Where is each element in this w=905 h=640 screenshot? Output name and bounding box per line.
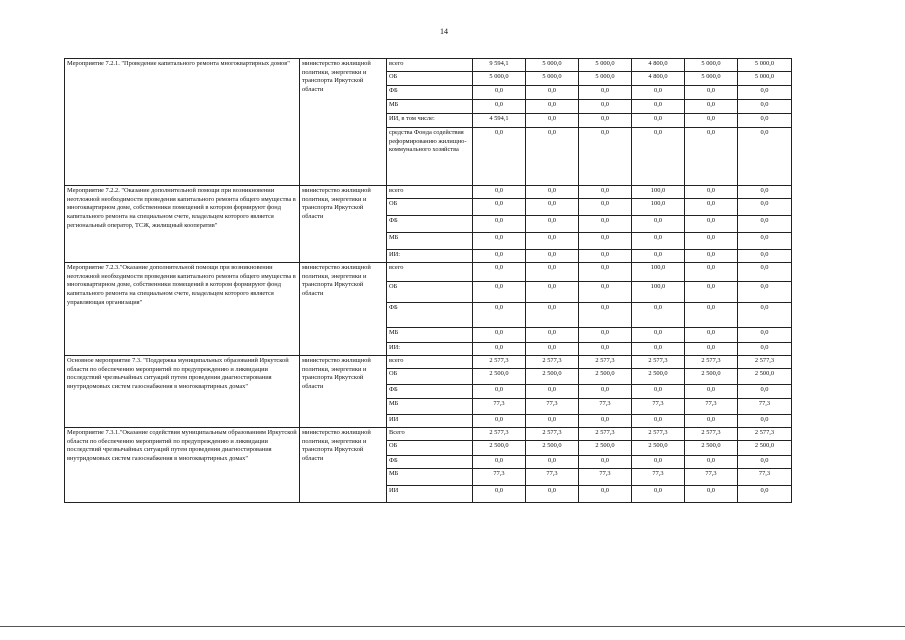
table-row [65, 428, 792, 441]
funding-source: ФБ [387, 303, 473, 328]
amount-cell: 0,0 [685, 456, 738, 469]
amount-cell: 77,3 [738, 399, 792, 415]
amount-cell: 0,0 [473, 385, 526, 399]
funding-source: ОБ [387, 282, 473, 303]
amount-cell: 0,0 [685, 86, 738, 100]
funding-source: ФБ [387, 385, 473, 399]
funding-source: ФБ [387, 456, 473, 469]
amount-cell: 0,0 [685, 282, 738, 303]
amount-cell: 0,0 [685, 233, 738, 250]
amount-cell: 5 000,0 [685, 59, 738, 72]
amount-cell: 2 577,3 [526, 428, 579, 441]
funding-source: МБ [387, 469, 473, 486]
amount-cell: 0,0 [579, 486, 632, 503]
amount-cell: 0,0 [579, 343, 632, 356]
amount-cell: 0,0 [579, 233, 632, 250]
funding-source: ИИ: [387, 343, 473, 356]
amount-cell: 0,0 [526, 486, 579, 503]
amount-cell: 0,0 [526, 128, 579, 186]
executor: министерство жилищной политики, энергетики и транспорта Иркутской области [300, 59, 387, 186]
amount-cell: 0,0 [473, 328, 526, 343]
funding-source: ОБ [387, 369, 473, 385]
amount-cell: 0,0 [473, 128, 526, 186]
amount-cell: 5 000,0 [526, 72, 579, 86]
amount-cell: 0,0 [738, 128, 792, 186]
table-row [65, 356, 792, 369]
amount-cell: 2 500,0 [473, 441, 526, 456]
amount-cell: 2 577,3 [685, 356, 738, 369]
amount-cell: 77,3 [473, 469, 526, 486]
amount-cell: 0,0 [738, 343, 792, 356]
amount-cell: 0,0 [632, 114, 685, 128]
amount-cell: 0,0 [526, 415, 579, 428]
amount-cell: 0,0 [579, 199, 632, 216]
amount-cell: 0,0 [738, 250, 792, 263]
amount-cell: 0,0 [738, 415, 792, 428]
amount-cell: 0,0 [579, 114, 632, 128]
funding-source: Всего [387, 428, 473, 441]
amount-cell: 2 500,0 [526, 441, 579, 456]
amount-cell: 0,0 [685, 186, 738, 199]
amount-cell: 0,0 [473, 263, 526, 282]
page-number: 14 [440, 27, 448, 36]
amount-cell: 0,0 [685, 328, 738, 343]
amount-cell: 0,0 [473, 216, 526, 233]
funding-source: МБ [387, 399, 473, 415]
amount-cell: 5 000,0 [685, 72, 738, 86]
amount-cell: 0,0 [526, 282, 579, 303]
funding-source: всего [387, 356, 473, 369]
amount-cell: 0,0 [526, 303, 579, 328]
amount-cell: 0,0 [738, 114, 792, 128]
amount-cell: 77,3 [685, 399, 738, 415]
amount-cell: 4 800,0 [632, 72, 685, 86]
funding-source: МБ [387, 233, 473, 250]
amount-cell: 77,3 [526, 399, 579, 415]
table-row [65, 59, 792, 72]
amount-cell: 0,0 [526, 100, 579, 114]
activity-name: Основное мероприятие 7.3. "Поддержка муниципальных образований Иркутской области по обеспечению мероприятий по предупреждению и ликвидации последствий чрезвычайных ситуаций путем проведения диагностирования внутридомовых систем газоснабжения в многоквартирных домах" [65, 356, 300, 428]
amount-cell: 0,0 [738, 86, 792, 100]
amount-cell: 2 577,3 [685, 428, 738, 441]
executor: министерство жилищной политики, энергетики и транспорта Иркутской области [300, 186, 387, 263]
amount-cell: 0,0 [473, 186, 526, 199]
amount-cell: 0,0 [738, 216, 792, 233]
funding-source: ФБ [387, 86, 473, 100]
amount-cell: 0,0 [473, 303, 526, 328]
funding-source: ОБ [387, 72, 473, 86]
amount-cell: 2 500,0 [526, 369, 579, 385]
amount-cell: 0,0 [685, 343, 738, 356]
funding-source: всего [387, 186, 473, 199]
amount-cell: 0,0 [738, 199, 792, 216]
activity-name: Мероприятие 7.2.2. "Оказание дополнительной помощи при возникновении неотложной необходимости проведения капитального ремонта общего имущества в многоквартирном доме, собственники помещений в котором формируют фонд капитального ремонта на специальном счете, владельцем которого является региональный оператор, ТСЖ, жилищный кооператив" [65, 186, 300, 263]
amount-cell: 0,0 [632, 385, 685, 399]
amount-cell: 77,3 [473, 399, 526, 415]
amount-cell: 0,0 [738, 328, 792, 343]
funding-table [64, 58, 792, 503]
amount-cell: 100,0 [632, 186, 685, 199]
amount-cell: 0,0 [632, 456, 685, 469]
amount-cell: 77,3 [685, 469, 738, 486]
amount-cell: 0,0 [738, 456, 792, 469]
amount-cell: 2 577,3 [579, 428, 632, 441]
amount-cell: 100,0 [632, 282, 685, 303]
amount-cell: 0,0 [473, 343, 526, 356]
amount-cell: 0,0 [473, 282, 526, 303]
amount-cell: 0,0 [579, 415, 632, 428]
amount-cell: 0,0 [473, 100, 526, 114]
amount-cell: 0,0 [738, 263, 792, 282]
amount-cell: 0,0 [685, 263, 738, 282]
amount-cell: 0,0 [579, 456, 632, 469]
amount-cell: 77,3 [632, 399, 685, 415]
amount-cell: 2 500,0 [632, 369, 685, 385]
amount-cell: 0,0 [473, 233, 526, 250]
table-row [65, 263, 792, 282]
amount-cell: 0,0 [632, 328, 685, 343]
amount-cell: 4 800,0 [632, 59, 685, 72]
amount-cell: 4 594,1 [473, 114, 526, 128]
amount-cell: 77,3 [738, 469, 792, 486]
amount-cell: 0,0 [473, 456, 526, 469]
amount-cell: 77,3 [579, 399, 632, 415]
amount-cell: 2 577,3 [473, 356, 526, 369]
amount-cell: 0,0 [685, 250, 738, 263]
page-bottom-border [0, 626, 905, 627]
amount-cell: 0,0 [526, 250, 579, 263]
amount-cell: 2 500,0 [632, 441, 685, 456]
amount-cell: 0,0 [526, 328, 579, 343]
amount-cell: 2 577,3 [473, 428, 526, 441]
amount-cell: 5 000,0 [579, 72, 632, 86]
amount-cell: 5 000,0 [473, 72, 526, 86]
amount-cell: 77,3 [579, 469, 632, 486]
amount-cell: 0,0 [738, 303, 792, 328]
amount-cell: 0,0 [738, 486, 792, 503]
amount-cell: 0,0 [632, 233, 685, 250]
amount-cell: 0,0 [579, 100, 632, 114]
amount-cell: 0,0 [685, 114, 738, 128]
amount-cell: 9 594,1 [473, 59, 526, 72]
funding-source: ИИ: [387, 250, 473, 263]
amount-cell: 0,0 [579, 186, 632, 199]
amount-cell: 2 500,0 [473, 369, 526, 385]
amount-cell: 0,0 [526, 86, 579, 100]
amount-cell: 2 577,3 [526, 356, 579, 369]
amount-cell: 0,0 [632, 303, 685, 328]
funding-source: ИИ [387, 415, 473, 428]
amount-cell: 0,0 [579, 216, 632, 233]
activity-name: Мероприятие 7.2.1. "Проведение капитального ремонта многоквартирных домов" [65, 59, 300, 186]
amount-cell: 0,0 [526, 343, 579, 356]
amount-cell: 0,0 [632, 486, 685, 503]
executor: министерство жилищной политики, энергетики и транспорта Иркутской области [300, 356, 387, 428]
amount-cell: 0,0 [473, 415, 526, 428]
amount-cell: 0,0 [526, 233, 579, 250]
amount-cell: 0,0 [579, 86, 632, 100]
amount-cell: 0,0 [579, 303, 632, 328]
funding-source: ОБ [387, 441, 473, 456]
amount-cell: 100,0 [632, 263, 685, 282]
amount-cell: 0,0 [526, 216, 579, 233]
amount-cell: 0,0 [526, 456, 579, 469]
amount-cell: 2 577,3 [632, 356, 685, 369]
amount-cell: 0,0 [685, 303, 738, 328]
amount-cell: 100,0 [632, 199, 685, 216]
amount-cell: 0,0 [473, 86, 526, 100]
amount-cell: 0,0 [738, 233, 792, 250]
executor: министерство жилищной политики, энергетики и транспорта Иркутской области [300, 428, 387, 503]
amount-cell: 0,0 [685, 100, 738, 114]
funding-source: МБ [387, 100, 473, 114]
amount-cell: 0,0 [738, 100, 792, 114]
amount-cell: 0,0 [632, 415, 685, 428]
amount-cell: 0,0 [738, 186, 792, 199]
funding-source: всего [387, 59, 473, 72]
amount-cell: 0,0 [526, 263, 579, 282]
amount-cell: 0,0 [685, 385, 738, 399]
amount-cell: 0,0 [579, 128, 632, 186]
amount-cell: 0,0 [473, 250, 526, 263]
amount-cell: 0,0 [632, 128, 685, 186]
amount-cell: 0,0 [632, 343, 685, 356]
amount-cell: 2 500,0 [685, 369, 738, 385]
funding-source: МБ [387, 328, 473, 343]
amount-cell: 0,0 [526, 199, 579, 216]
amount-cell: 5 000,0 [738, 72, 792, 86]
amount-cell: 0,0 [685, 486, 738, 503]
amount-cell: 0,0 [738, 282, 792, 303]
amount-cell: 2 577,3 [738, 356, 792, 369]
amount-cell: 0,0 [579, 263, 632, 282]
amount-cell: 5 000,0 [738, 59, 792, 72]
amount-cell: 2 500,0 [685, 441, 738, 456]
amount-cell: 0,0 [632, 250, 685, 263]
amount-cell: 77,3 [526, 469, 579, 486]
amount-cell: 0,0 [579, 385, 632, 399]
amount-cell: 2 577,3 [579, 356, 632, 369]
amount-cell: 2 577,3 [632, 428, 685, 441]
amount-cell: 0,0 [526, 114, 579, 128]
activity-name: Мероприятие 7.2.3."Оказание дополнительной помощи при возникновении неотложной необходимости проведения капитального ремонта общего имущества в многоквартирном доме, собственники помещений в котором формируют фонд капитального ремонта на специальном счете, владельцем которого является управляющая организация" [65, 263, 300, 356]
amount-cell: 2 577,3 [738, 428, 792, 441]
amount-cell: 2 500,0 [579, 369, 632, 385]
amount-cell: 5 000,0 [579, 59, 632, 72]
table-row [65, 186, 792, 199]
amount-cell: 0,0 [579, 250, 632, 263]
amount-cell: 77,3 [632, 469, 685, 486]
amount-cell: 0,0 [579, 328, 632, 343]
activity-name: Мероприятие 7.3.1."Оказание содействия муниципальным образованиям Иркутской области по обеспечению мероприятий по предупреждению и ликвидации последствий чрезвычайных ситуаций путем проведения диагностирования внутридомовых систем газоснабжения в многоквартирных домах" [65, 428, 300, 503]
amount-cell: 2 500,0 [738, 369, 792, 385]
amount-cell: 0,0 [579, 282, 632, 303]
amount-cell: 0,0 [685, 216, 738, 233]
executor: министерство жилищной политики, энергетики и транспорта Иркутской области [300, 263, 387, 356]
amount-cell: 0,0 [473, 486, 526, 503]
amount-cell: 0,0 [632, 100, 685, 114]
amount-cell: 5 000,0 [526, 59, 579, 72]
funding-source: средства Фонда содействия реформированию жилищно-коммунального хозяйства [387, 128, 473, 186]
amount-cell: 2 500,0 [738, 441, 792, 456]
amount-cell: 0,0 [738, 385, 792, 399]
amount-cell: 0,0 [685, 199, 738, 216]
funding-source: ФБ [387, 216, 473, 233]
funding-source: ИИ, в том числе: [387, 114, 473, 128]
amount-cell: 0,0 [526, 186, 579, 199]
amount-cell: 0,0 [632, 216, 685, 233]
funding-source: ИИ [387, 486, 473, 503]
funding-source: всего [387, 263, 473, 282]
amount-cell: 2 500,0 [579, 441, 632, 456]
amount-cell: 0,0 [685, 128, 738, 186]
amount-cell: 0,0 [632, 86, 685, 100]
funding-source: ОБ [387, 199, 473, 216]
amount-cell: 0,0 [526, 385, 579, 399]
amount-cell: 0,0 [473, 199, 526, 216]
amount-cell: 0,0 [685, 415, 738, 428]
